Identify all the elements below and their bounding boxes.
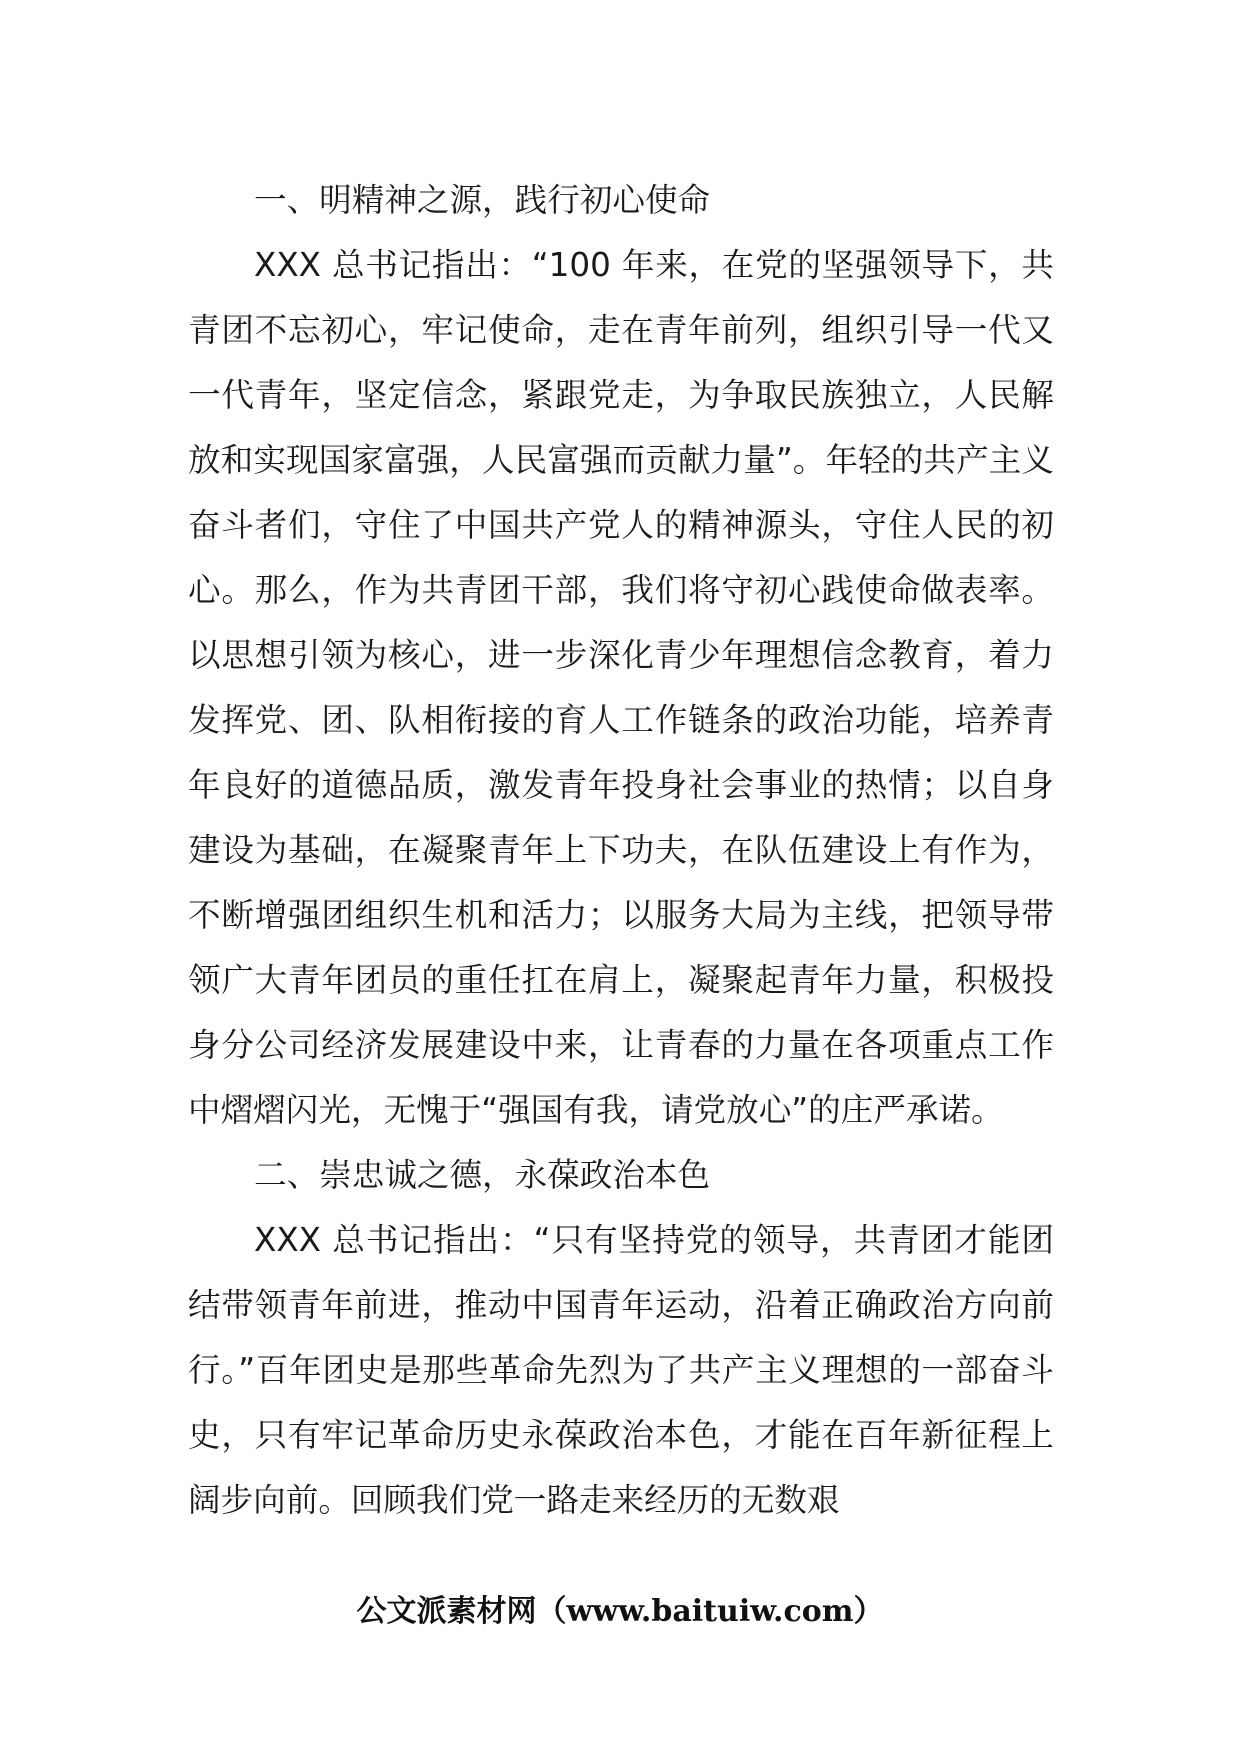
document-body: [188, 168, 1054, 1533]
section-heading-1: 一、明精神之源，践行初心使命: [254, 181, 711, 219]
body-paragraph-1: XXX 总书记指出：“100 年来，在党的坚强领导下，共青团不忘初心，牢记使命，走在青年前列，组织引导一代又一代青年，坚定信念，紧跟党走，为争取民族独立，人民解放和实现国家富强，人民富强而贡献力量”。年轻的共产主义奋斗者们，守住了中国共产党人的精神源头，守住人民的初心。那么，作为共青团干部，我们将守初心践使命做表率。以思想引领为核心，进一步深化青少年理想信念教育，着力发挥党、团、队相衔接的育人工作链条的政治功能，培养青年良好的道德品质，激发青年投身社会事业的热情；以自身建设为基础，在凝聚青年上下功夫，在队伍建设上有作为，不断增强团组织生机和活力；以服务大局为主线，把领导带领广大青年团员的重任扛在肩上，凝聚起青年力量，积极投身分公司经济发展建设中来，让青春的力量在各项重点工作中熠熠闪光，无愧于“强国有我，请党放心”的庄严承诺。: [188, 246, 1054, 1129]
body-paragraph-2: XXX 总书记指出：“只有坚持党的领导，共青团才能团结带领青年前进，推动中国青年运动，沿着正确政治方向前行。”百年团史是那些革命先烈为了共产主义理想的一部奋斗史，只有牢记革命历史永葆政治本色，才能在百年新征程上阔步向前。回顾我们党一路走来经历的无数艰: [188, 1221, 1054, 1519]
source-watermark-footer: 公文派素材网（www.baituiw.com）: [356, 1594, 884, 1629]
section-heading-2: 二、崇忠诚之德，永葆政治本色: [254, 1156, 711, 1194]
